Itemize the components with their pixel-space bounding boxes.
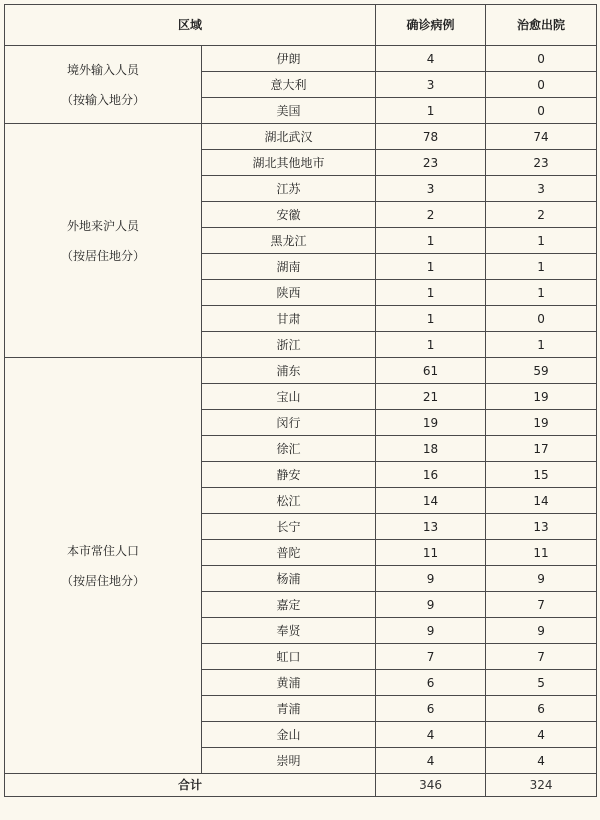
cell-confirmed: 14 [376,488,486,514]
cell-place: 美国 [202,98,376,124]
cell-place: 崇明 [202,748,376,774]
cell-confirmed: 1 [376,228,486,254]
cell-recovered: 2 [486,202,597,228]
cell-confirmed: 23 [376,150,486,176]
cell-place: 湖北其他地市 [202,150,376,176]
cell-place: 陕西 [202,280,376,306]
cell-place: 虹口 [202,644,376,670]
group-label-cell [5,358,202,774]
cell-confirmed: 3 [376,72,486,98]
group-sublabel: （按居住地分） [60,248,145,263]
cell-confirmed: 13 [376,514,486,540]
cell-confirmed: 78 [376,124,486,150]
cell-recovered: 3 [486,176,597,202]
cell-recovered: 9 [486,566,597,592]
group-label-cell [5,46,202,124]
cell-place: 徐汇 [202,436,376,462]
group-label-cell [5,124,202,358]
cell-recovered: 0 [486,46,597,72]
group-label: 境外输入人员 [66,62,139,77]
cell-place: 长宁 [202,514,376,540]
group-sublabel: （按输入地分） [60,92,145,107]
cell-recovered: 59 [486,358,597,384]
cell-recovered: 0 [486,306,597,332]
group-sublabel: （按居住地分） [60,573,145,588]
cell-place: 安徽 [202,202,376,228]
cell-confirmed: 4 [376,46,486,72]
cell-confirmed: 16 [376,462,486,488]
cell-place: 湖南 [202,254,376,280]
cell-recovered: 19 [486,410,597,436]
cell-recovered: 7 [486,592,597,618]
cell-confirmed: 4 [376,722,486,748]
cell-recovered: 5 [486,670,597,696]
cell-recovered: 4 [486,722,597,748]
cell-place: 黄浦 [202,670,376,696]
case-table [4,4,597,797]
cell-place: 甘肃 [202,306,376,332]
cell-place: 闵行 [202,410,376,436]
cell-recovered: 14 [486,488,597,514]
cell-place: 浙江 [202,332,376,358]
cell-recovered: 0 [486,72,597,98]
cell-place: 黑龙江 [202,228,376,254]
cell-confirmed: 2 [376,202,486,228]
header-recovered: 治愈出院 [486,5,597,46]
cell-recovered: 1 [486,228,597,254]
cell-place: 湖北武汉 [202,124,376,150]
cell-recovered: 15 [486,462,597,488]
cell-confirmed: 61 [376,358,486,384]
total-label: 合计 [5,774,376,797]
cell-place: 伊朗 [202,46,376,72]
cell-confirmed: 1 [376,254,486,280]
table-row [5,124,597,150]
cell-place: 静安 [202,462,376,488]
cell-recovered: 11 [486,540,597,566]
cell-recovered: 13 [486,514,597,540]
cell-recovered: 17 [486,436,597,462]
cell-recovered: 4 [486,748,597,774]
cell-confirmed: 9 [376,566,486,592]
cell-confirmed: 9 [376,592,486,618]
cell-confirmed: 3 [376,176,486,202]
cell-place: 松江 [202,488,376,514]
cell-recovered: 9 [486,618,597,644]
cell-confirmed: 9 [376,618,486,644]
group-label: 外地来沪人员 [66,218,139,233]
cell-recovered: 23 [486,150,597,176]
total-recovered: 324 [486,774,597,797]
cell-recovered: 7 [486,644,597,670]
cell-confirmed: 19 [376,410,486,436]
cell-confirmed: 1 [376,332,486,358]
cell-place: 浦东 [202,358,376,384]
cell-place: 青浦 [202,696,376,722]
cell-confirmed: 6 [376,696,486,722]
total-row [5,774,597,797]
cell-place: 普陀 [202,540,376,566]
cell-place: 金山 [202,722,376,748]
cell-confirmed: 11 [376,540,486,566]
cell-confirmed: 7 [376,644,486,670]
cell-confirmed: 6 [376,670,486,696]
cell-place: 嘉定 [202,592,376,618]
table-body [5,46,597,774]
header-region: 区域 [5,5,376,46]
cell-confirmed: 1 [376,98,486,124]
cell-confirmed: 1 [376,280,486,306]
cell-place: 宝山 [202,384,376,410]
cell-confirmed: 4 [376,748,486,774]
cell-recovered: 19 [486,384,597,410]
table-row [5,358,597,384]
cell-place: 奉贤 [202,618,376,644]
cell-recovered: 1 [486,332,597,358]
group-label: 本市常住人口 [66,543,139,558]
cell-recovered: 1 [486,254,597,280]
cell-recovered: 74 [486,124,597,150]
cell-place: 杨浦 [202,566,376,592]
header-confirmed: 确诊病例 [376,5,486,46]
cell-confirmed: 1 [376,306,486,332]
cell-recovered: 6 [486,696,597,722]
cell-place: 江苏 [202,176,376,202]
cell-recovered: 1 [486,280,597,306]
cell-confirmed: 18 [376,436,486,462]
cell-confirmed: 21 [376,384,486,410]
table-row [5,46,597,72]
total-confirmed: 346 [376,774,486,797]
header-row [5,5,597,46]
cell-recovered: 0 [486,98,597,124]
cell-place: 意大利 [202,72,376,98]
